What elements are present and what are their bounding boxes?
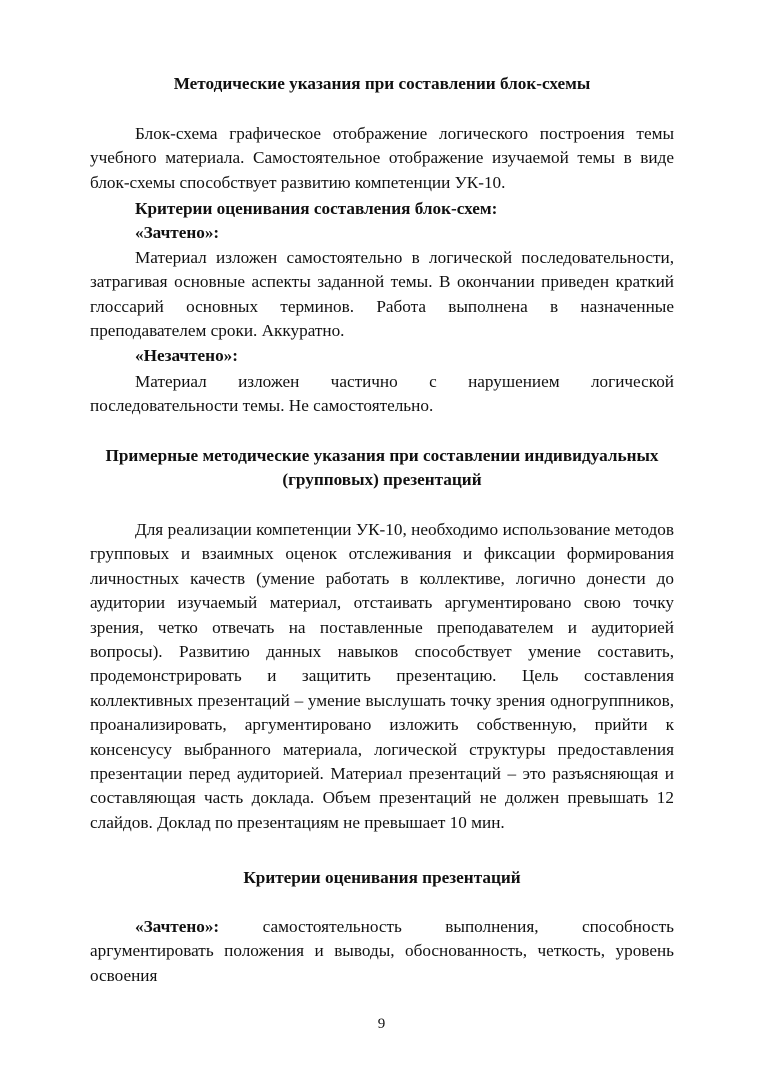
section1-criteria-heading: Критерии оценивания составления блок-схем: [135,199,498,218]
section1-title: Методические указания при составлении блок-схемы [173,74,591,93]
section3-title: Критерии оценивания презентаций [243,868,521,887]
section3-passed-label: «Зачтено»: [135,917,220,936]
section1-failed-label: «Незачтено»: [135,346,238,365]
section3-passed-text: самостоятельность выполнения, способность аргументировать положения и выводы, обоснованность, четкость, уровень освоения [90,917,674,985]
section2-body: Для реализации компетенции УК-10, необходимо использование методов групповых и взаимных оценок отслеживания и фиксации формирования личностных качеств (умение работать в коллективе, логично донести до аудитории изучаемый материал, отстаивать аргументировано свою точку зрения, четко отвечать на поставленные преподавателем и аудиторией вопросы). Развитию данных навыков способствует умение составить, продемонстрировать и защитить презентацию. Цель составления коллективных презентаций – умение выслушать точку зрения одногруппников, проанализировать, аргументировано изложить собственную, прийти к консенсусу выбранного материала, логической структуры предоставления презентации перед аудиторией. Материал презентаций – это разъясняющая и составляющая часть доклада. Объем презентаций не должен превышать 12 слайдов. Доклад по презентациям не превышает 10 мин. [90,520,674,832]
section1-passed-label: «Зачтено»: [135,223,220,242]
section3-passed-paragraph [90,915,674,988]
section1-failed-text: Материал изложен частично с нарушением логической последовательности темы. Не самостоятельно. [90,372,674,416]
section2-title-line2: (групповых) презентаций [282,470,482,489]
section1-passed-text: Материал изложен самостоятельно в логической последовательности, затрагивая основные аспекты заданной темы. В окончании приведен краткий глоссарий основных терминов. Работа выполнена в назначенные преподавателем сроки. Аккуратно. [90,248,674,341]
section2-title-line1: Примерные методические указания при составлении индивидуальных [105,446,659,465]
page-number: 9 [377,1016,386,1032]
section1-intro: Блок-схема графическое отображение логического построения темы учебного материала. Самостоятельное отображение изучаемой темы в виде блок-схемы способствует развитию компетенции УК-10. [90,124,674,192]
section2-title [90,444,674,492]
